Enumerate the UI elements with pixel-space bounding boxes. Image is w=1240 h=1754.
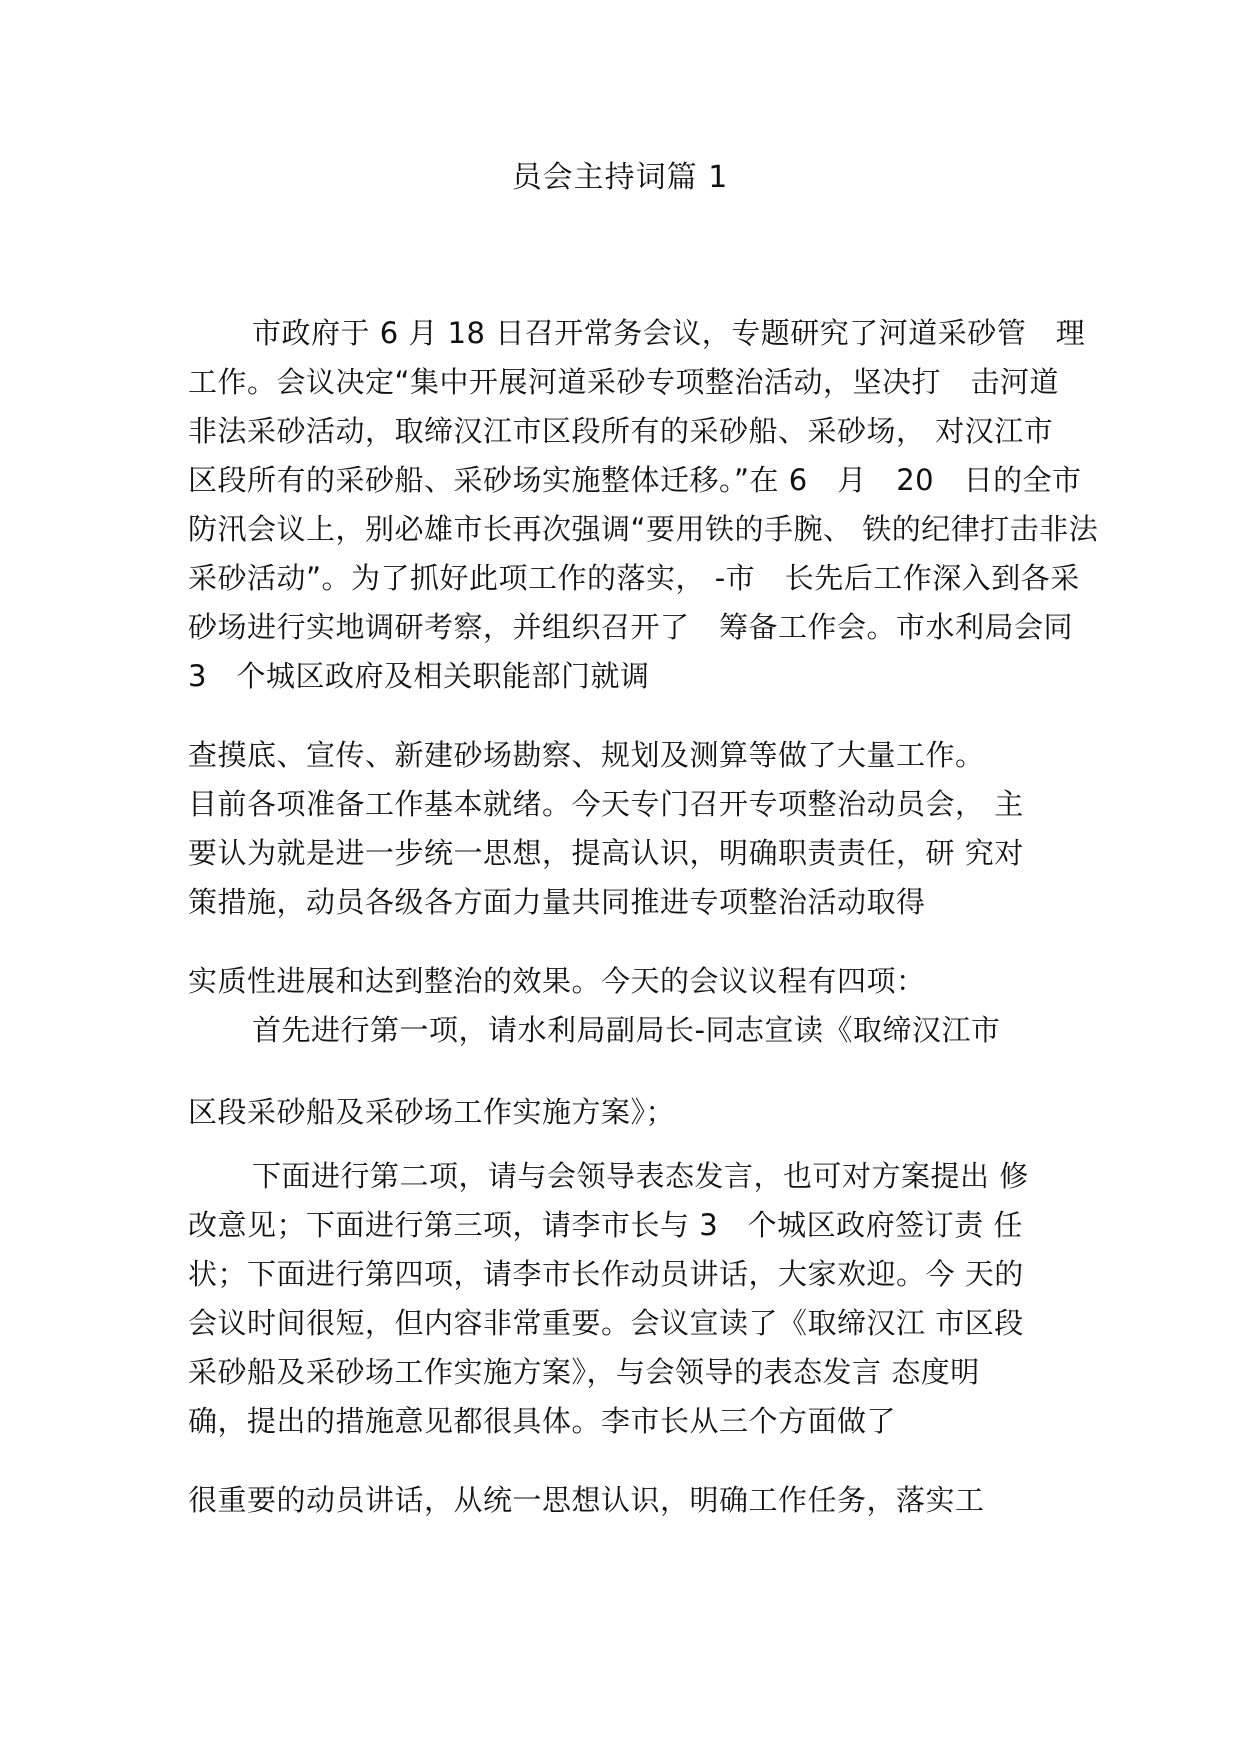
paragraph-line: 目前各项准备工作基本就绪。今天专门召开专项整治动员会， 主 [188,787,1024,821]
paragraph-line: 很重要的动员讲话，从统一思想认识，明确工作任务，落实工 [188,1483,985,1517]
paragraph-line: 状；下面进行第四项，请李市长作动员讲话，大家欢迎。今 天的 [188,1257,1024,1291]
paragraph-line: 区段所有的采砂船、采砂场实施整体迁移。”在 6 月 20 日的全市 [188,463,1082,497]
paragraph-line: 查摸底、宣传、新建砂场勘察、规划及测算等做了大量工作。 [188,738,985,772]
paragraph-line: 区段采砂船及采砂场工作实施方案》； [188,1095,676,1129]
paragraph-line: 策措施，动员各级各方面力量共同推进专项整治活动取得 [188,885,926,919]
paragraph-line: 采砂船及采砂场工作实施方案》，与会领导的表态发言 态度明 [188,1355,980,1389]
paragraph-line: 要认为就是进一步统一思想，提高认识，明确职责责任，研 究对 [188,836,1024,870]
paragraph-line: 确，提出的措施意见都很具体。李市长从三个方面做了 [188,1404,897,1438]
document-title: 员会主持词篇 1 [511,160,729,195]
paragraph-line: 防汛会议上，别必雄市长再次强调“要用铁的手腕、 铁的纪律打击非法 [188,512,1099,546]
paragraph-line: 首先进行第一项，请水利局副局长-同志宣读《取缔汉江市 [252,1013,1001,1047]
paragraph-line: 3 个城区政府及相关职能部门就调 [188,659,650,693]
paragraph-line: 下面进行第二项，请与会领导表态发言，也可对方案提出 修 [252,1159,1029,1193]
paragraph-line: 采砂活动”。为了抓好此项工作的落实， -市 长先后工作深入到各采 [188,561,1080,595]
paragraph-line: 砂场进行实地调研考察，并组织召开了 筹备工作会。市水利局会同 [188,610,1074,644]
paragraph-line: 工作。会议决定“集中开展河道采砂专项整治活动，坚决打 击河道 [188,365,1060,399]
paragraph-line: 市政府于 6 月 18 日召开常务会议，专题研究了河道采砂管 理 [252,316,1086,350]
paragraph-line: 实质性进展和达到整治的效果。今天的会议议程有四项： [188,964,926,998]
paragraph-line: 会议时间很短，但内容非常重要。会议宣读了《取缔汉江 市区段 [188,1306,1024,1340]
paragraph-line: 改意见；下面进行第三项，请李市长与 3 个城区政府签订责 任 [188,1208,1023,1242]
paragraph-line: 非法采砂活动，取缔汉江市区段所有的采砂船、采砂场， 对汉江市 [188,414,1054,448]
